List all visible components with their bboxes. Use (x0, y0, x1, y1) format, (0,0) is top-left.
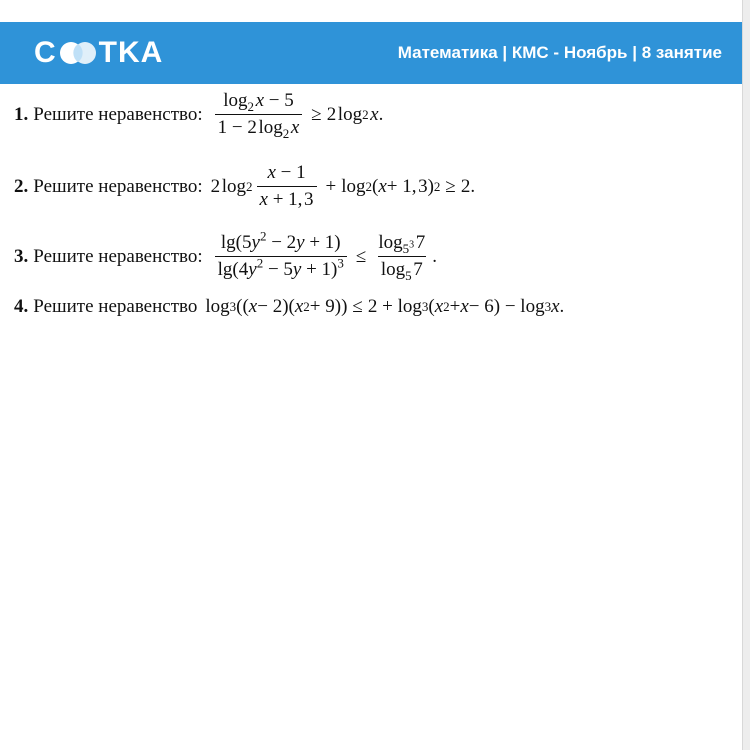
course-info: Математика | КМС - Ноябрь | 8 занятие (397, 43, 722, 62)
problem-4 (14, 296, 564, 318)
formula-1: $\frac{\log_2 x - 5}{1 - 2 \log_2 x}$ ≥ 2 log 2 x . (211, 90, 384, 139)
logo (34, 35, 163, 71)
fraction: $\frac{\lg(5y^2 - 2y + 1)}{\lg(4y^2 - 5y + 1)^3}$ (215, 232, 347, 281)
formula-2: 2 log 2 $\frac{x - 1}{x + 1, 3}$ + log 2 ( x + 1, 3) 2 ≥ 2. (210, 162, 476, 210)
top-strip (0, 0, 742, 22)
formula-4: log 3 (( x − 2)( x 2 + 9)) ≤ 2 + log 3 ( x 2 + x − 6) − log 3 x . (205, 296, 565, 317)
problem-text: Решите неравенство (33, 296, 198, 317)
problem-text: Решите неравенство: (33, 103, 203, 125)
double-circle-logo-icon (58, 40, 98, 66)
fraction: $\frac{x - 1}{x + 1, 3}$ (257, 162, 317, 211)
formula-3: $\frac{\lg(5y^2 - 2y + 1)}{\lg(4y^2 - 5y + 1)^3}$ ≤ $\frac{\log_{5^3} 7}{\log_5 7}$ . (211, 232, 437, 281)
problem-number: 3. (14, 245, 29, 267)
header-bar (0, 22, 742, 84)
fraction: $\frac{\log_2 x - 5}{1 - 2 \log_2 x}$ (215, 90, 303, 139)
logo-text-right: TKA (98, 36, 164, 69)
problem-number: 1. (14, 103, 29, 125)
fraction: $\frac{\log_{5^3} 7}{\log_5 7}$ (378, 232, 426, 283)
problem-1 (14, 90, 383, 139)
problem-number: 4. (14, 296, 29, 317)
logo-text-left: C (34, 36, 57, 69)
problem-number: 2. (14, 175, 29, 197)
problem-text: Решите неравенство: (33, 245, 203, 267)
problem-text: Решите неравенство: (33, 175, 203, 197)
problem-3 (14, 228, 437, 283)
problem-2 (14, 162, 475, 211)
